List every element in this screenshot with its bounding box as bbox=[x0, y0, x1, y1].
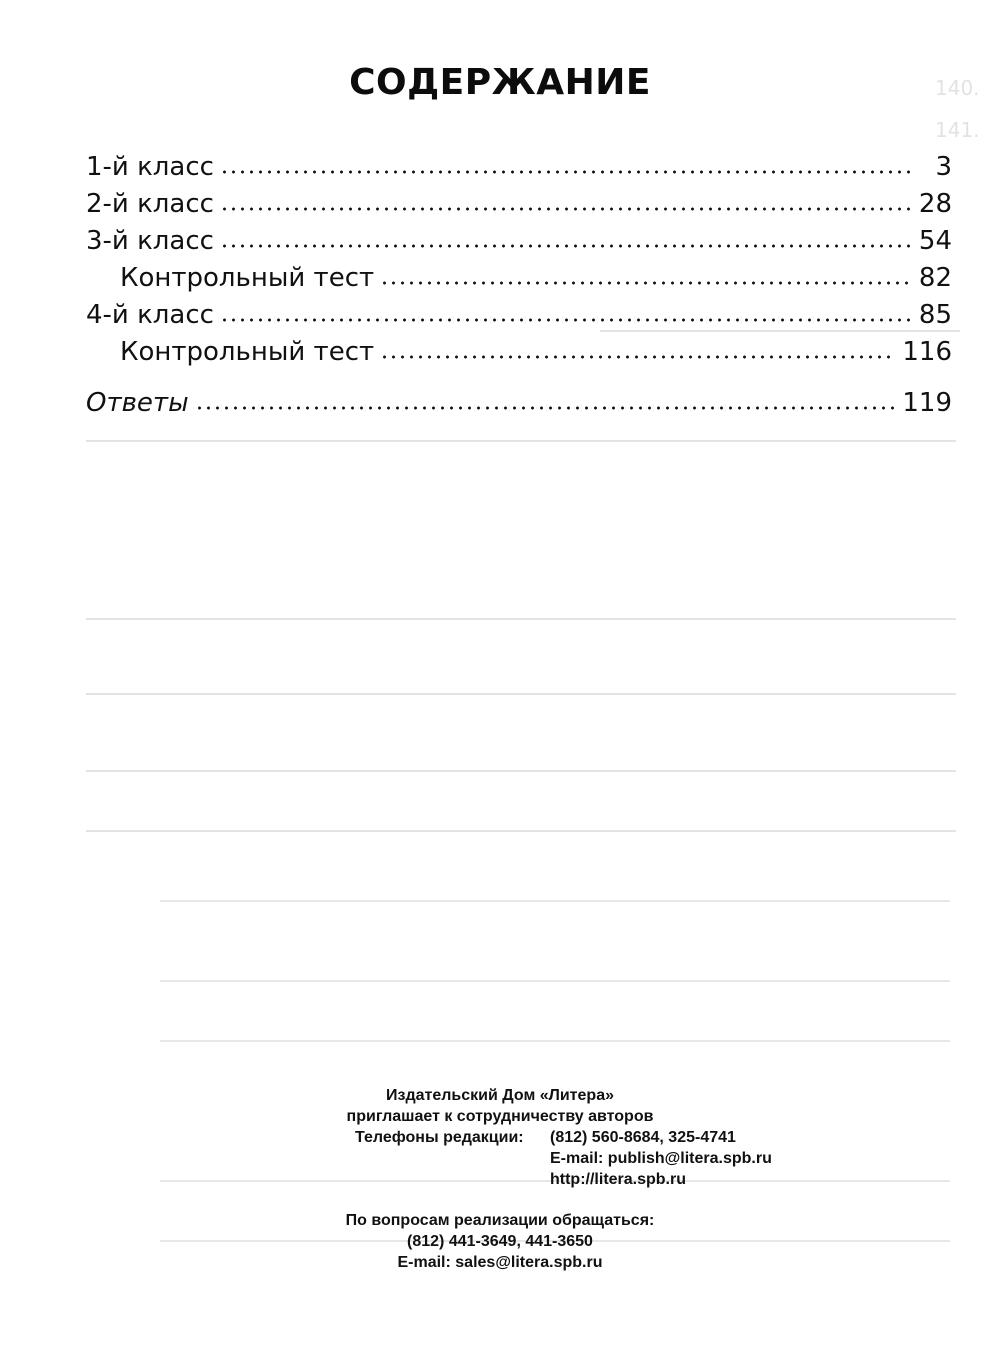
toc-entry-label: 3-й класс bbox=[86, 226, 214, 256]
editorial-phones bbox=[0, 1127, 1000, 1148]
dot-leader bbox=[380, 280, 913, 286]
toc-entry-page: 116 bbox=[902, 337, 952, 367]
dot-leader bbox=[220, 243, 913, 249]
invite-text: приглашает к сотрудничеству авторов bbox=[346, 1108, 654, 1125]
toc-entry bbox=[86, 219, 952, 256]
toc-entry-label: 1-й класс bbox=[86, 152, 214, 182]
toc-entry bbox=[86, 182, 952, 219]
email-line bbox=[0, 1148, 1000, 1169]
show-through-decoration: 140. bbox=[935, 76, 980, 100]
toc-entry-page: 85 bbox=[918, 300, 952, 330]
website: http://litera.spb.ru bbox=[550, 1171, 686, 1188]
show-through-decoration bbox=[86, 618, 956, 620]
toc-entry-label: 2-й класс bbox=[86, 189, 214, 219]
show-through-decoration bbox=[86, 830, 956, 832]
toc-entry-page: 28 bbox=[918, 189, 952, 219]
dot-leader bbox=[220, 317, 913, 323]
toc-entry-label: Ответы bbox=[86, 388, 189, 418]
toc-entry bbox=[86, 293, 952, 330]
sales-email: E-mail: sales@litera.spb.ru bbox=[397, 1254, 603, 1271]
phones-label: Телефоны редакции: bbox=[355, 1129, 524, 1146]
dot-leader bbox=[380, 354, 896, 360]
sales-contacts bbox=[0, 1210, 1000, 1273]
site-line bbox=[0, 1169, 1000, 1190]
phones-value: (812) 560-8684, 325-4741 bbox=[550, 1129, 736, 1146]
sales-title: По вопросам реализации обращаться: bbox=[345, 1212, 655, 1229]
dot-leader bbox=[195, 405, 897, 411]
show-through-decoration bbox=[86, 693, 956, 695]
toc-entry-page: 119 bbox=[902, 388, 952, 418]
publisher-name: Издательский Дом «Литера» bbox=[386, 1087, 614, 1104]
toc-entry-label: 4-й класс bbox=[86, 300, 214, 330]
toc-entry bbox=[86, 330, 952, 367]
dot-leader bbox=[220, 206, 913, 212]
page-title: СОДЕРЖАНИЕ bbox=[349, 62, 651, 103]
toc-entry-label: Контрольный тест bbox=[120, 337, 375, 367]
toc-entry bbox=[86, 145, 952, 182]
table-of-contents bbox=[86, 145, 952, 418]
toc-entry-page: 54 bbox=[918, 226, 952, 256]
show-through-decoration bbox=[160, 1040, 950, 1042]
show-through-decoration bbox=[160, 980, 950, 982]
toc-entry bbox=[86, 381, 952, 418]
publisher-imprint bbox=[0, 1085, 1000, 1273]
show-through-decoration bbox=[86, 440, 956, 442]
dot-leader bbox=[220, 169, 916, 175]
toc-entry-label: Контрольный тест bbox=[120, 263, 375, 293]
toc-entry-page: 82 bbox=[918, 263, 952, 293]
toc-entry-page: 3 bbox=[935, 152, 952, 182]
show-through-decoration bbox=[86, 770, 956, 772]
sales-phones: (812) 441-3649, 441-3650 bbox=[407, 1233, 593, 1250]
toc-entry bbox=[86, 256, 952, 293]
editorial-email: E-mail: publish@litera.spb.ru bbox=[550, 1150, 772, 1167]
show-through-decoration: 141. bbox=[935, 118, 980, 142]
show-through-decoration bbox=[160, 900, 950, 902]
